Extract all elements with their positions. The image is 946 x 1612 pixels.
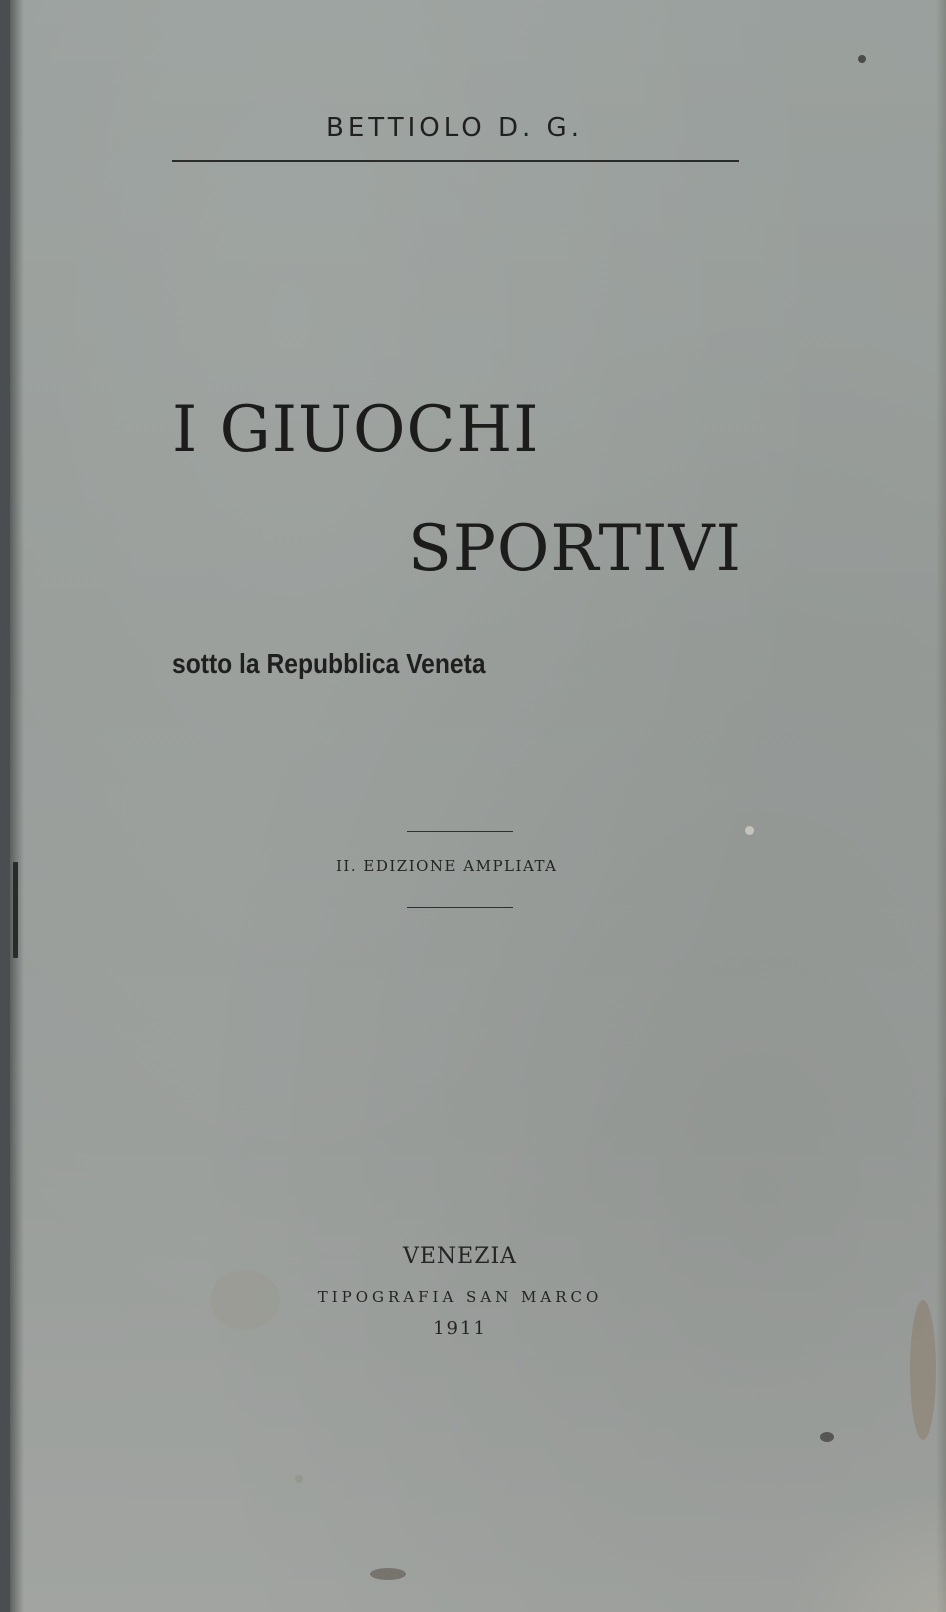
spine-shadow bbox=[10, 0, 24, 1612]
foxing-spot bbox=[910, 1300, 936, 1440]
foxing-spot bbox=[210, 1270, 280, 1330]
foxing-spot bbox=[370, 1568, 406, 1580]
imprint-city: VENEZIA bbox=[402, 1244, 518, 1269]
author-rule bbox=[172, 160, 739, 162]
title-line-2: SPORTIVI bbox=[408, 512, 742, 586]
book-cover bbox=[10, 0, 946, 1612]
foxing-spot bbox=[295, 1475, 303, 1483]
edition-rule-bottom bbox=[407, 907, 513, 908]
edition-rule-top bbox=[407, 831, 513, 832]
imprint-press: TIPOGRAFIA SAN MARCO bbox=[317, 1288, 603, 1306]
corner-wear bbox=[786, 1492, 946, 1612]
page-edge bbox=[936, 0, 946, 1612]
subtitle: sotto la Repubblica Veneta bbox=[172, 648, 486, 679]
staple-mark bbox=[13, 862, 18, 958]
foxing-spot bbox=[745, 826, 754, 835]
edition-label: II. EDIZIONE AMPLIATA bbox=[336, 857, 558, 875]
title-line-1: I GIUOCHI bbox=[172, 393, 540, 467]
foxing-spot bbox=[858, 55, 866, 63]
foxing-spot bbox=[820, 1432, 834, 1442]
imprint-year: 1911 bbox=[433, 1318, 487, 1339]
author-name: BETTIOLO D. G. bbox=[326, 113, 583, 143]
